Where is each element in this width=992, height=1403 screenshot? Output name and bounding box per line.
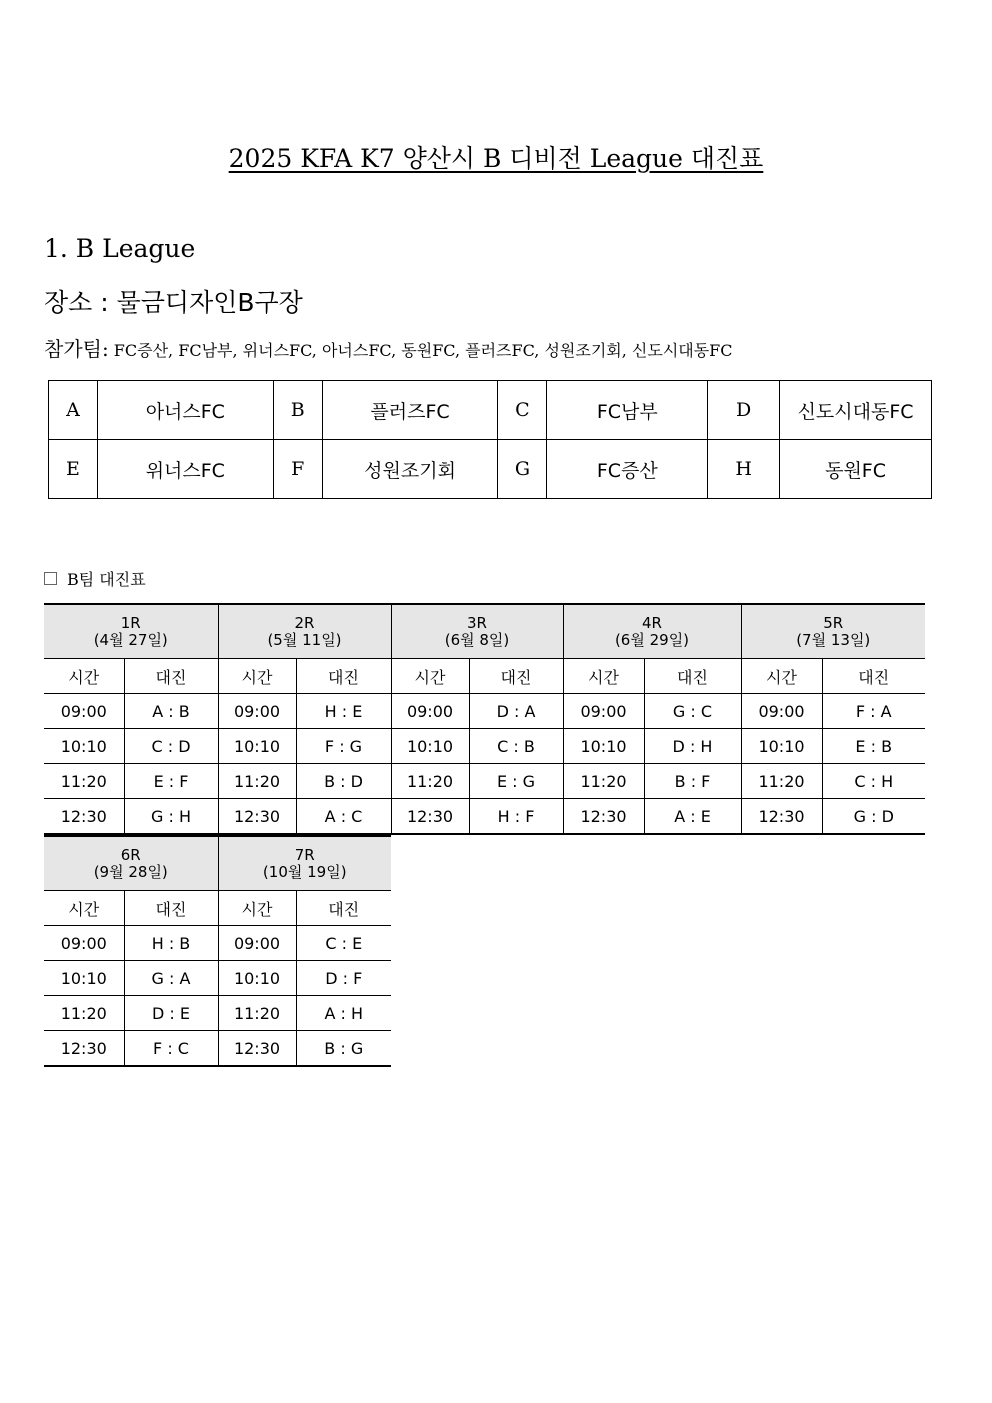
round-header [218, 836, 391, 891]
round-date: (4월 27일) [93, 630, 168, 649]
game-time: 10:10 [741, 729, 822, 764]
game-time: 10:10 [391, 729, 469, 764]
round-date: (10월 19일) [262, 862, 347, 881]
col-match-header: 대진 [296, 891, 391, 926]
game-match: D : F [296, 961, 391, 996]
game-row [44, 729, 925, 764]
game-row [44, 694, 925, 729]
round-header [44, 836, 218, 891]
round-header-row [44, 836, 391, 891]
venue-line: 장소 : 물금디자인B구장 [44, 288, 303, 317]
game-time: 09:00 [44, 694, 124, 729]
game-match: D : A [469, 694, 563, 729]
group-team: 신도시대동FC [780, 381, 932, 440]
group-row [49, 440, 932, 499]
game-match: E : G [469, 764, 563, 799]
game-time: 09:00 [391, 694, 469, 729]
game-time: 12:30 [44, 1031, 124, 1067]
game-match: C : H [822, 764, 925, 799]
schedule-caption-text: B팀 대진표 [67, 570, 146, 589]
col-match-header: 대진 [822, 659, 925, 694]
game-match: B : D [296, 764, 391, 799]
round-header [44, 604, 218, 659]
col-match-header: 대진 [124, 891, 218, 926]
col-time-header: 시간 [44, 891, 124, 926]
game-row [44, 926, 391, 961]
group-table [48, 380, 932, 499]
game-match: F : C [124, 1031, 218, 1067]
round-header [741, 604, 925, 659]
game-time: 11:20 [44, 996, 124, 1031]
col-match-header: 대진 [124, 659, 218, 694]
game-match: E : B [822, 729, 925, 764]
game-match: B : G [296, 1031, 391, 1067]
game-time: 10:10 [218, 961, 296, 996]
game-row [44, 1031, 391, 1067]
group-letter: H [708, 440, 780, 499]
group-letter: B [273, 381, 322, 440]
round-header [391, 604, 563, 659]
schedule-table-rounds-6-7 [44, 835, 391, 1067]
group-letter: A [49, 381, 98, 440]
game-match: A : E [644, 799, 741, 835]
game-match: A : H [296, 996, 391, 1031]
page-title: 2025 KFA K7 양산시 B 디비전 League 대진표 [228, 144, 764, 173]
round-label: 4R [642, 613, 662, 632]
col-time-header: 시간 [741, 659, 822, 694]
round-label: 3R [467, 613, 487, 632]
col-match-header: 대진 [644, 659, 741, 694]
game-time: 12:30 [44, 799, 124, 835]
round-date: (7월 13일) [796, 630, 871, 649]
participants-list: FC증산, FC남부, 위너스FC, 아너스FC, 동원FC, 플러즈FC, 성원조기회, 신도시대동FC [113, 341, 733, 360]
game-time: 10:10 [44, 961, 124, 996]
round-date: (6월 29일) [614, 630, 690, 649]
group-team: 플러즈FC [322, 381, 498, 440]
game-time: 11:20 [563, 764, 644, 799]
game-time: 12:30 [391, 799, 469, 835]
game-time: 09:00 [741, 694, 822, 729]
game-match: A : C [296, 799, 391, 835]
col-time-header: 시간 [218, 659, 296, 694]
group-letter: E [49, 440, 98, 499]
group-letter: G [498, 440, 547, 499]
game-match: F : G [296, 729, 391, 764]
group-team: FC증산 [547, 440, 708, 499]
round-label: 7R [294, 845, 315, 864]
game-row [44, 996, 391, 1031]
group-team: 동원FC [780, 440, 932, 499]
round-label: 1R [120, 613, 141, 632]
game-time: 11:20 [218, 996, 296, 1031]
section-heading: 1. B League [44, 234, 196, 263]
group-letter: F [273, 440, 322, 499]
col-match-header: 대진 [296, 659, 391, 694]
game-time: 12:30 [563, 799, 644, 835]
col-time-header: 시간 [218, 891, 296, 926]
group-team: 아너스FC [97, 381, 273, 440]
participants-line [44, 333, 733, 362]
game-time: 10:10 [218, 729, 296, 764]
game-row [44, 799, 925, 835]
group-letter: C [498, 381, 547, 440]
schedule-table-rounds-1-5 [44, 603, 925, 835]
round-header [563, 604, 741, 659]
game-row [44, 764, 925, 799]
game-time: 11:20 [391, 764, 469, 799]
game-match: E : F [124, 764, 218, 799]
game-match: G : C [644, 694, 741, 729]
group-team: FC남부 [547, 381, 708, 440]
game-time: 12:30 [741, 799, 822, 835]
schedule-caption [44, 567, 146, 590]
round-label: 6R [120, 845, 141, 864]
round-header-row [44, 604, 925, 659]
game-match: C : D [124, 729, 218, 764]
game-match: G : A [124, 961, 218, 996]
game-match: H : E [296, 694, 391, 729]
round-date: (6월 8일) [444, 630, 510, 649]
game-time: 10:10 [563, 729, 644, 764]
game-match: F : A [822, 694, 925, 729]
game-match: H : B [124, 926, 218, 961]
game-match: D : H [644, 729, 741, 764]
participants-label: 참가팀: [44, 337, 109, 361]
col-match-header: 대진 [469, 659, 563, 694]
game-time: 11:20 [44, 764, 124, 799]
group-team: 성원조기회 [322, 440, 498, 499]
column-header-row [44, 891, 391, 926]
game-row [44, 961, 391, 996]
game-match: H : F [469, 799, 563, 835]
game-time: 10:10 [44, 729, 124, 764]
game-match: C : E [296, 926, 391, 961]
checkbox-icon [44, 572, 57, 585]
game-match: G : H [124, 799, 218, 835]
game-time: 09:00 [218, 926, 296, 961]
col-time-header: 시간 [44, 659, 124, 694]
game-time: 11:20 [218, 764, 296, 799]
game-match: D : E [124, 996, 218, 1031]
game-match: A : B [124, 694, 218, 729]
game-match: G : D [822, 799, 925, 835]
round-date: (5월 11일) [267, 630, 342, 649]
game-time: 09:00 [218, 694, 296, 729]
col-time-header: 시간 [563, 659, 644, 694]
game-time: 12:30 [218, 1031, 296, 1067]
game-match: C : B [469, 729, 563, 764]
round-label: 2R [294, 613, 315, 632]
col-time-header: 시간 [391, 659, 469, 694]
round-label: 5R [823, 613, 844, 632]
round-header [218, 604, 391, 659]
game-time: 11:20 [741, 764, 822, 799]
game-time: 12:30 [218, 799, 296, 835]
game-time: 09:00 [563, 694, 644, 729]
round-date: (9월 28일) [93, 862, 168, 881]
game-time: 09:00 [44, 926, 124, 961]
group-row [49, 381, 932, 440]
game-match: B : F [644, 764, 741, 799]
group-letter: D [708, 381, 780, 440]
group-team: 위너스FC [97, 440, 273, 499]
column-header-row [44, 659, 925, 694]
